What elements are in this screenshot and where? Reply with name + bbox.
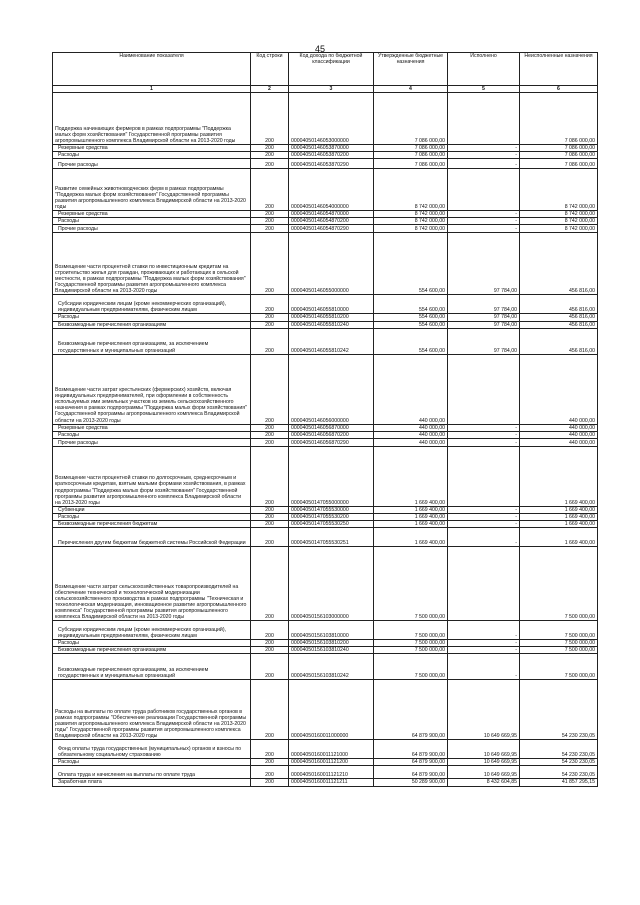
table-body: [53, 93, 598, 786]
row-executed: -: [448, 431, 520, 438]
row-executed: 97 784,00: [448, 295, 520, 314]
row-line-code: 200: [251, 680, 289, 740]
table-row: [53, 145, 598, 152]
row-class-code: 00004050156103810240: [289, 647, 374, 654]
row-line-code: 200: [251, 779, 289, 786]
row-approved: 554 600,00: [374, 295, 448, 314]
row-executed: -: [448, 159, 520, 169]
table-row: [53, 740, 598, 759]
row-executed: -: [448, 647, 520, 654]
row-name: Безвозмездные перечисления бюджетам: [53, 521, 251, 528]
column-number: 2: [251, 86, 289, 93]
row-approved: 7 086 000,00: [374, 145, 448, 152]
row-approved: 7 500 000,00: [374, 640, 448, 647]
row-line-code: 200: [251, 328, 289, 354]
row-line-code: 200: [251, 513, 289, 520]
row-name: Субвенции: [53, 506, 251, 513]
row-approved: 1 669 400,00: [374, 513, 448, 520]
row-name: Возмещение части процентной ставки по долгосрочным, среднесрочным и краткосрочным кредитам, взятым малыми формами хозяйствования, в рамках подпрограммы "Поддержка малых форм хозяйствования" Государственной программы развития агропромышленного комплекса Владимирской области на 2013-2020 годы: [53, 446, 251, 506]
row-name: Прочие расходы: [53, 438, 251, 446]
row-class-code: 00004050156103810000: [289, 621, 374, 640]
row-unexecuted: 54 230 230,05: [520, 740, 598, 759]
row-unexecuted: 440 000,00: [520, 354, 598, 424]
row-unexecuted: 7 086 000,00: [520, 159, 598, 169]
row-class-code: 00004050147055530250: [289, 521, 374, 528]
row-unexecuted: 440 000,00: [520, 431, 598, 438]
table-row: [53, 506, 598, 513]
row-name: Субсидии юридическим лицам (кроме некоммерческих организаций), индивидуальным предпринимателям, физическим лицам: [53, 295, 251, 314]
row-class-code: 00004050146053000000: [289, 93, 374, 145]
row-line-code: 200: [251, 621, 289, 640]
row-line-code: 200: [251, 521, 289, 528]
row-unexecuted: 7 500 000,00: [520, 547, 598, 621]
column-number: 5: [448, 86, 520, 93]
row-executed: -: [448, 513, 520, 520]
table-row: [53, 654, 598, 680]
row-class-code: 00004050160011000000: [289, 680, 374, 740]
table-row: [53, 314, 598, 321]
row-line-code: 200: [251, 169, 289, 211]
row-line-code: 200: [251, 740, 289, 759]
row-name: Возмещение части процентной ставки по инвестиционным кредитам на строительство жилья для граждан, проживающих и работающих в сельской местности, в рамках подпрограммы "Поддержка малых форм хозяйствования" Государственной программы развития агропромышленного комплекса Владимирской области на 2013-2020 годы: [53, 233, 251, 295]
row-name: Расходы: [53, 640, 251, 647]
row-unexecuted: 1 669 400,00: [520, 521, 598, 528]
table-row: [53, 169, 598, 211]
header-class-code: Код дохода по бюджетной классификации: [289, 53, 374, 86]
row-approved: 8 742 000,00: [374, 225, 448, 233]
column-number-row: [53, 86, 598, 93]
row-approved: 7 086 000,00: [374, 152, 448, 159]
row-unexecuted: 7 500 000,00: [520, 654, 598, 680]
row-unexecuted: 1 669 400,00: [520, 528, 598, 547]
row-unexecuted: 8 742 000,00: [520, 211, 598, 218]
row-name: Перечисления другим бюджетам бюджетной системы Российской Федерации: [53, 528, 251, 547]
table-row: [53, 321, 598, 328]
row-executed: 10 649 669,95: [448, 680, 520, 740]
row-class-code: 00004050160011121210: [289, 766, 374, 779]
row-name: Безвозмездные перечисления организациям: [53, 321, 251, 328]
row-unexecuted: 54 230 230,05: [520, 759, 598, 766]
table-row: [53, 93, 598, 145]
row-unexecuted: 8 742 000,00: [520, 218, 598, 225]
row-approved: 64 879 900,00: [374, 740, 448, 759]
row-unexecuted: 7 500 000,00: [520, 647, 598, 654]
row-executed: [448, 354, 520, 424]
row-unexecuted: 1 669 400,00: [520, 506, 598, 513]
row-executed: 97 784,00: [448, 321, 520, 328]
table-row: [53, 431, 598, 438]
row-executed: [448, 446, 520, 506]
row-line-code: 200: [251, 528, 289, 547]
table-row: [53, 521, 598, 528]
row-name: Расходы на выплаты по оплате труда работников государственных органов в рамках подпрограммы "Обеспечение реализации Государственной программы развития агропромышленного комплекса Владимирской области на 2013-2020 годы" Государственной программы развития агропромышленного комплекса Владимирской области на 2013-2020 годы: [53, 680, 251, 740]
row-unexecuted: 7 086 000,00: [520, 93, 598, 145]
row-executed: 10 649 669,95: [448, 759, 520, 766]
row-line-code: 200: [251, 295, 289, 314]
row-unexecuted: 7 086 000,00: [520, 152, 598, 159]
table-row: [53, 295, 598, 314]
row-name: Расходы: [53, 513, 251, 520]
row-class-code: 00004050156103000000: [289, 547, 374, 621]
table-row: [53, 225, 598, 233]
row-line-code: 200: [251, 431, 289, 438]
row-executed: 97 784,00: [448, 233, 520, 295]
row-approved: 64 879 900,00: [374, 680, 448, 740]
header-executed: Исполнено: [448, 53, 520, 86]
row-approved: 1 669 400,00: [374, 521, 448, 528]
row-unexecuted: 7 500 000,00: [520, 640, 598, 647]
table-row: [53, 424, 598, 431]
row-unexecuted: 440 000,00: [520, 438, 598, 446]
row-approved: 64 879 900,00: [374, 759, 448, 766]
row-approved: 7 086 000,00: [374, 159, 448, 169]
table-row: [53, 211, 598, 218]
row-class-code: 00004050146056000000: [289, 354, 374, 424]
row-unexecuted: 440 000,00: [520, 424, 598, 431]
row-unexecuted: 1 669 400,00: [520, 446, 598, 506]
table-row: [53, 159, 598, 169]
row-name: Расходы: [53, 152, 251, 159]
row-class-code: 00004050146055810000: [289, 295, 374, 314]
row-line-code: 200: [251, 547, 289, 621]
row-class-code: 00004050146055810242: [289, 328, 374, 354]
table-row: [53, 621, 598, 640]
row-executed: -: [448, 654, 520, 680]
row-name: Развитие семейных животноводческих ферм в рамках подпрограммы "Поддержка малых форм хозяйствования" Государственной программы развития агропромышленного комплекса Владимирской области на 2013-2020 годы: [53, 169, 251, 211]
table-row: [53, 528, 598, 547]
row-class-code: 00004050160011121000: [289, 740, 374, 759]
row-line-code: 200: [251, 506, 289, 513]
row-name: Безвозмездные перечисления организациям, за исключением государственных и муниципальных организаций: [53, 328, 251, 354]
row-name: Оплата труда и начисления на выплаты по оплате труда: [53, 766, 251, 779]
row-executed: -: [448, 211, 520, 218]
row-line-code: 200: [251, 446, 289, 506]
row-approved: 7 500 000,00: [374, 621, 448, 640]
header-approved: Утвержденные бюджетные назначения: [374, 53, 448, 86]
row-class-code: 00004050147055000000: [289, 446, 374, 506]
row-unexecuted: 8 742 000,00: [520, 169, 598, 211]
row-approved: 7 500 000,00: [374, 647, 448, 654]
row-line-code: 200: [251, 218, 289, 225]
row-executed: 97 784,00: [448, 314, 520, 321]
row-line-code: 200: [251, 225, 289, 233]
row-approved: 7 500 000,00: [374, 547, 448, 621]
table-row: [53, 354, 598, 424]
row-executed: -: [448, 506, 520, 513]
row-executed: 10 649 669,95: [448, 740, 520, 759]
row-line-code: 200: [251, 424, 289, 431]
row-name: Безвозмездные перечисления организациям, за исключением государственных и муниципальных организаций: [53, 654, 251, 680]
table-row: [53, 438, 598, 446]
row-approved: 440 000,00: [374, 424, 448, 431]
row-class-code: 00004050147055530200: [289, 513, 374, 520]
row-class-code: 00004050160011121200: [289, 759, 374, 766]
row-approved: 8 742 000,00: [374, 169, 448, 211]
row-unexecuted: 456 816,00: [520, 314, 598, 321]
header-name: Наименование показателя: [53, 53, 251, 86]
row-executed: 8 432 604,85: [448, 779, 520, 786]
row-approved: 7 500 000,00: [374, 654, 448, 680]
row-executed: -: [448, 528, 520, 547]
table-row: [53, 680, 598, 740]
row-approved: 8 742 000,00: [374, 218, 448, 225]
row-unexecuted: 7 086 000,00: [520, 145, 598, 152]
row-line-code: 200: [251, 152, 289, 159]
row-name: Возмещение части затрат сельскохозяйственных товаропроизводителей на обеспечение технической и технологической модернизации сельскохозяйственного производства в рамках подпрограммы "Техническая и технологическая модернизация, инновационное развитие агропромышленного комплекса" Государственной программы развития агропромышленного комплекса Владимирской области на 2013-2020 годы: [53, 547, 251, 621]
row-class-code: 00004050146055810200: [289, 314, 374, 321]
row-class-code: 00004050147055530251: [289, 528, 374, 547]
row-unexecuted: 7 500 000,00: [520, 621, 598, 640]
row-executed: -: [448, 424, 520, 431]
row-line-code: 200: [251, 211, 289, 218]
table-header-row: [53, 53, 598, 86]
row-class-code: 00004050146055810240: [289, 321, 374, 328]
row-line-code: 200: [251, 766, 289, 779]
row-unexecuted: 41 857 295,15: [520, 779, 598, 786]
row-name: Расходы: [53, 218, 251, 225]
column-number: 4: [374, 86, 448, 93]
row-class-code: 00004050146056870290: [289, 438, 374, 446]
row-line-code: 200: [251, 145, 289, 152]
table-row: [53, 152, 598, 159]
row-approved: 50 289 900,00: [374, 779, 448, 786]
row-executed: -: [448, 145, 520, 152]
row-line-code: 200: [251, 233, 289, 295]
row-class-code: 00004050146055000000: [289, 233, 374, 295]
row-approved: 554 600,00: [374, 328, 448, 354]
row-class-code: 00004050146054870000: [289, 211, 374, 218]
row-name: Резервные средства: [53, 211, 251, 218]
row-name: Возмещение части затрат крестьянских (фермерских) хозяйств, включая индивидуальных предпринимателей, при оформлении в собственность используемых ими земельных участков из земель сельскохозяйственного назначения в рамках подпрограммы "Поддержка малых форм хозяйствования" Государственной программы агропромышленного комплекса Владимирской области на 2013-2020 годы: [53, 354, 251, 424]
row-approved: 8 742 000,00: [374, 211, 448, 218]
row-executed: -: [448, 225, 520, 233]
row-approved: 554 600,00: [374, 233, 448, 295]
row-class-code: 00004050156103810242: [289, 654, 374, 680]
row-unexecuted: 54 230 230,05: [520, 680, 598, 740]
row-name: Резервные средства: [53, 424, 251, 431]
row-unexecuted: 456 816,00: [520, 321, 598, 328]
row-executed: -: [448, 640, 520, 647]
row-line-code: 200: [251, 759, 289, 766]
row-name: Субсидии юридическим лицам (кроме некоммерческих организаций), индивидуальным предпринимателям, физическим лицам: [53, 621, 251, 640]
row-line-code: 200: [251, 654, 289, 680]
row-name: Заработная плата: [53, 779, 251, 786]
row-unexecuted: 456 816,00: [520, 233, 598, 295]
row-executed: 97 784,00: [448, 328, 520, 354]
row-unexecuted: 54 230 230,05: [520, 766, 598, 779]
row-line-code: 200: [251, 159, 289, 169]
row-class-code: 00004050146056870000: [289, 424, 374, 431]
row-approved: 7 086 000,00: [374, 93, 448, 145]
row-line-code: 200: [251, 321, 289, 328]
row-executed: [448, 93, 520, 145]
row-name: Безвозмездные перечисления организациям: [53, 647, 251, 654]
row-approved: 554 600,00: [374, 314, 448, 321]
row-unexecuted: 456 816,00: [520, 295, 598, 314]
row-class-code: 00004050146053870290: [289, 159, 374, 169]
row-approved: 440 000,00: [374, 354, 448, 424]
row-executed: -: [448, 438, 520, 446]
row-executed: -: [448, 521, 520, 528]
page-number: 45: [314, 44, 325, 54]
column-number: 1: [53, 86, 251, 93]
row-line-code: 200: [251, 640, 289, 647]
row-line-code: 200: [251, 438, 289, 446]
table-row: [53, 233, 598, 295]
row-class-code: 00004050146054870290: [289, 225, 374, 233]
row-approved: 1 669 400,00: [374, 446, 448, 506]
row-unexecuted: 8 742 000,00: [520, 225, 598, 233]
row-class-code: 00004050146053870000: [289, 145, 374, 152]
row-name: Поддержка начинающих фермеров в рамках подпрограммы "Поддержка малых форм хозяйствования" Государственной программы развития агропромышленного комплекса Владимирской области на 2013-2020 годы: [53, 93, 251, 145]
table-row: [53, 547, 598, 621]
row-class-code: 00004050146056870200: [289, 431, 374, 438]
table-row: [53, 328, 598, 354]
row-approved: 1 669 400,00: [374, 528, 448, 547]
row-class-code: 00004050147055530000: [289, 506, 374, 513]
table-row: [53, 218, 598, 225]
table-row: [53, 759, 598, 766]
row-class-code: 00004050146054870200: [289, 218, 374, 225]
row-class-code: 00004050156103810200: [289, 640, 374, 647]
row-unexecuted: 456 816,00: [520, 328, 598, 354]
row-line-code: 200: [251, 314, 289, 321]
row-line-code: 200: [251, 647, 289, 654]
row-class-code: 00004050146054000000: [289, 169, 374, 211]
row-name: Расходы: [53, 431, 251, 438]
row-line-code: 200: [251, 354, 289, 424]
row-approved: 440 000,00: [374, 431, 448, 438]
row-name: Прочие расходы: [53, 159, 251, 169]
row-executed: 10 649 669,95: [448, 766, 520, 779]
row-approved: 1 669 400,00: [374, 506, 448, 513]
row-name: Прочие расходы: [53, 225, 251, 233]
table-row: [53, 446, 598, 506]
row-name: Расходы: [53, 759, 251, 766]
header-unexecuted: Неисполненные назначения: [520, 53, 598, 86]
row-class-code: 00004050146053870200: [289, 152, 374, 159]
table-row: [53, 647, 598, 654]
table-row: [53, 766, 598, 779]
row-executed: [448, 169, 520, 211]
row-executed: -: [448, 621, 520, 640]
row-executed: -: [448, 152, 520, 159]
row-approved: 554 600,00: [374, 321, 448, 328]
row-name: Фонд оплаты труда государственных (муниципальных) органов и взносы по обязательному социальному страхованию: [53, 740, 251, 759]
row-approved: 440 000,00: [374, 438, 448, 446]
table-row: [53, 640, 598, 647]
row-unexecuted: 1 669 400,00: [520, 513, 598, 520]
table-row: [53, 513, 598, 520]
row-executed: -: [448, 218, 520, 225]
row-executed: [448, 547, 520, 621]
column-number: 3: [289, 86, 374, 93]
row-line-code: 200: [251, 93, 289, 145]
column-number: 6: [520, 86, 598, 93]
budget-execution-table: [52, 52, 598, 787]
row-approved: 64 879 900,00: [374, 766, 448, 779]
header-line-code: Код строки: [251, 53, 289, 86]
row-name: Резервные средства: [53, 145, 251, 152]
table-row: [53, 779, 598, 786]
row-name: Расходы: [53, 314, 251, 321]
row-class-code: 00004050160011121211: [289, 779, 374, 786]
